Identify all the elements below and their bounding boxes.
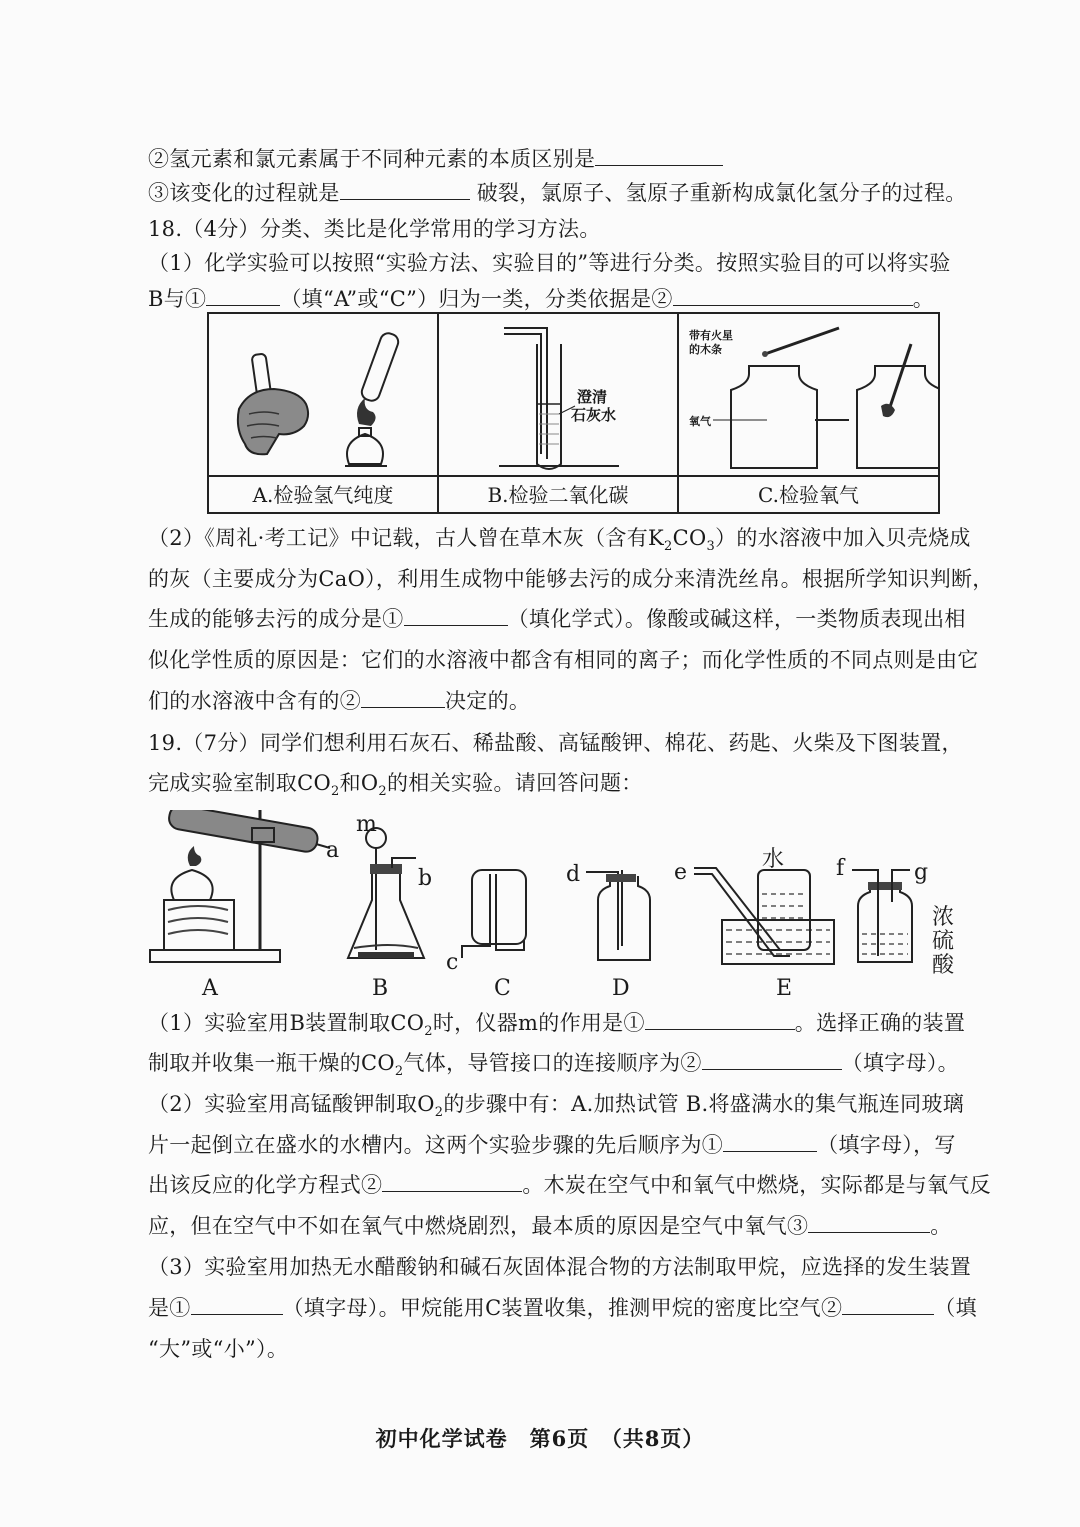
answer-blank[interactable] [340,179,470,200]
figure-cell-c [679,314,938,514]
q19-s3-line2-b: （填字母）。甲烷能用C装置收集，推测甲烷的密度比空气② [282,1296,843,1320]
apparatus-label-C: C [494,976,511,1001]
q19-s2-line3-a: 出该反应的化学方程式② [148,1173,383,1197]
answer-blank[interactable] [842,1294,934,1315]
q19-s2-line4-a: 应，但在空气中不如在氧气中燃烧剧烈，最本质的原因是空气中氧气③ [148,1214,809,1238]
glowing-stick-label-1: 带有火星 [689,329,733,342]
q18-title: 18.（4分）分类、类比是化学常用的学习方法。 [148,217,601,241]
apparatus-figure [140,810,970,980]
q18-figure-table [207,312,940,514]
q17-line2 [148,144,723,174]
q19-s3-line1: （3）实验室用加热无水醋酸钠和碱石灰固体混合物的方法制取甲烷，应选择的发生装置 [148,1255,972,1279]
answer-blank[interactable] [382,1171,522,1192]
q19-s1-line1-a: （1）实验室用B装置制取CO [148,1011,425,1035]
q18-p1-line2-a: B与① [148,287,207,311]
q19-s2-line1-a: （2）实验室用高锰酸钾制取O [148,1092,435,1116]
port-label-e: e [674,860,688,885]
instrument-label-m: m [356,812,377,837]
q19-s3-line2 [148,1293,977,1323]
answer-blank[interactable] [595,145,723,166]
co2-test-illustration [439,314,677,476]
q19-s3-line2-a: 是① [148,1296,191,1320]
subscript: 2 [378,784,387,800]
q17-line2-text: ②氢元素和氯元素属于不同种元素的本质区别是 [148,147,596,171]
subscript: 2 [664,539,673,555]
answer-blank[interactable] [404,605,508,626]
q19-s1-line2 [148,1048,959,1078]
glowing-stick-label-2: 的木条 [689,343,722,356]
q19-s2-line2 [148,1130,956,1160]
port-label-g: g [914,860,929,885]
q19-s2-line2-b: （填字母），写 [817,1133,956,1157]
q18-p2-line2: 的灰（主要成分为CaO），利用生成物中能够去污的成分来清洗丝帛。根据所学知识判断， [148,567,994,591]
q18-p2-line5 [148,686,530,716]
q17-line3-text-a: ③该变化的过程就是 [148,181,340,205]
q17-line3 [148,178,967,208]
q19-title2 [148,768,643,798]
q17-line3-text-b: 破裂，氯原子、氢原子重新构成氯化氢分子的过程。 [476,181,967,205]
q19-s2-line3-b: 。木炭在空气中和氧气中燃烧，实际都是与氧气反 [522,1173,991,1197]
limewater-label-1: 澄清 [577,388,608,406]
q19-s1-line1-c: 。选择正确的装置 [794,1011,966,1035]
acid-label-1: 浓 [932,905,955,930]
q19-s3-line2-c: （填 [934,1296,977,1320]
q18-p2-line3 [148,604,966,634]
page-footer: 初中化学试卷 第6页 （共8页） [375,1426,705,1451]
q19-s1-line1 [148,1008,965,1038]
port-label-f: f [836,856,845,881]
q19-s1-line2-b: 气体，导管接口的连接顺序为② [403,1051,702,1075]
port-label-b: b [418,866,433,891]
q19-s2-line1-b: 的步骤中有：A.加热试管 B.将盛满水的集气瓶连同玻璃 [443,1092,965,1116]
oxygen-label: 氧气 [689,415,711,428]
figure-caption-c: C.检验氧气 [679,475,938,514]
q18-p2-line1-a: （2）《周礼·考工记》中记载，古人曾在草木灰（含有K [148,526,665,550]
q19-title2-c: 的相关实验。请回答问题： [386,771,643,795]
q19-s1-line2-c: （填字母）。 [841,1051,959,1075]
q18-p2-line1-c: ）的水溶液中加入贝壳烧成 [715,526,971,550]
subscript: 2 [434,1105,444,1121]
apparatus-label-D: D [612,976,630,1001]
subscript: 2 [424,1024,433,1040]
answer-blank[interactable] [645,1009,795,1030]
figure-caption-a: A.检验氢气纯度 [209,475,437,514]
q18-p2-line3-b: （填化学式）。像酸或碱这样，一类物质表现出相 [507,607,966,631]
answer-blank[interactable] [723,1131,817,1152]
q18-p2-line4: 似化学性质的原因是：它们的水溶液中都含有相同的离子；而化学性质的不同点则是由它 [148,648,979,672]
apparatus-label-B: B [372,976,389,1001]
q19-s2-line1 [148,1089,964,1119]
acid-label-3: 酸 [932,953,955,978]
q19-s1-line1-b: 时，仪器m的作用是① [432,1011,645,1035]
q19-s2-line4-b: 。 [930,1214,952,1238]
subscript: 2 [330,784,340,800]
q19-s2-line3 [148,1170,991,1200]
q18-p1-line2-b: （填“A”或“C”）归为一类，分类依据是② [280,287,673,311]
port-label-a: a [326,838,340,863]
q19-title2-a: 完成实验室制取CO [148,771,331,795]
answer-blank[interactable] [702,1049,842,1070]
limewater-label-2: 石灰水 [571,406,617,424]
q19-s2-line4 [148,1211,952,1241]
port-label-d: d [566,862,581,887]
q18-p2-line1 [148,523,971,553]
figure-cell-a [209,314,439,514]
hydrogen-purity-test-illustration [209,314,437,476]
q19-s2-line2-a: 片一起倒立在盛水的水槽内。这两个实验步骤的先后顺序为① [148,1133,724,1157]
answer-blank[interactable] [206,285,280,306]
apparatus-label-E: E [776,976,793,1001]
q19-title2-b: 和O [339,771,379,795]
port-label-c: c [446,950,459,975]
figure-caption-b: B.检验二氧化碳 [439,475,677,514]
q18-p2-line5-a: 们的水溶液中含有的② [148,689,361,713]
answer-blank[interactable] [673,285,913,306]
q18-p2-line3-a: 生成的能够去污的成分是① [148,607,404,631]
q18-p1-line2 [148,284,934,314]
water-label: 水 [762,847,785,872]
q19-title: 19.（7分）同学们想利用石灰石、稀盐酸、高锰酸钾、棉花、药匙、火柴及下图装置， [148,731,963,755]
answer-blank[interactable] [191,1294,283,1315]
apparatus-label-A: A [202,976,218,1001]
answer-blank[interactable] [361,687,445,708]
q18-p2-line5-b: 决定的。 [445,689,531,713]
q19-s1-line2-a: 制取并收集一瓶干燥的CO [148,1051,395,1075]
q18-p1-line2-c: 。 [912,287,935,311]
subscript: 3 [706,539,716,555]
q19-s3-line3: “大”或“小”）。 [148,1337,289,1361]
subscript: 2 [394,1064,404,1080]
answer-blank[interactable] [808,1212,930,1233]
q18-p1-line1: （1）化学实验可以按照“实验方法、实验目的”等进行分类。按照实验目的可以将实验 [148,251,951,275]
figure-cell-b [439,314,679,514]
q18-p2-line1-b: CO [672,526,707,550]
acid-label-2: 硫 [932,929,955,954]
